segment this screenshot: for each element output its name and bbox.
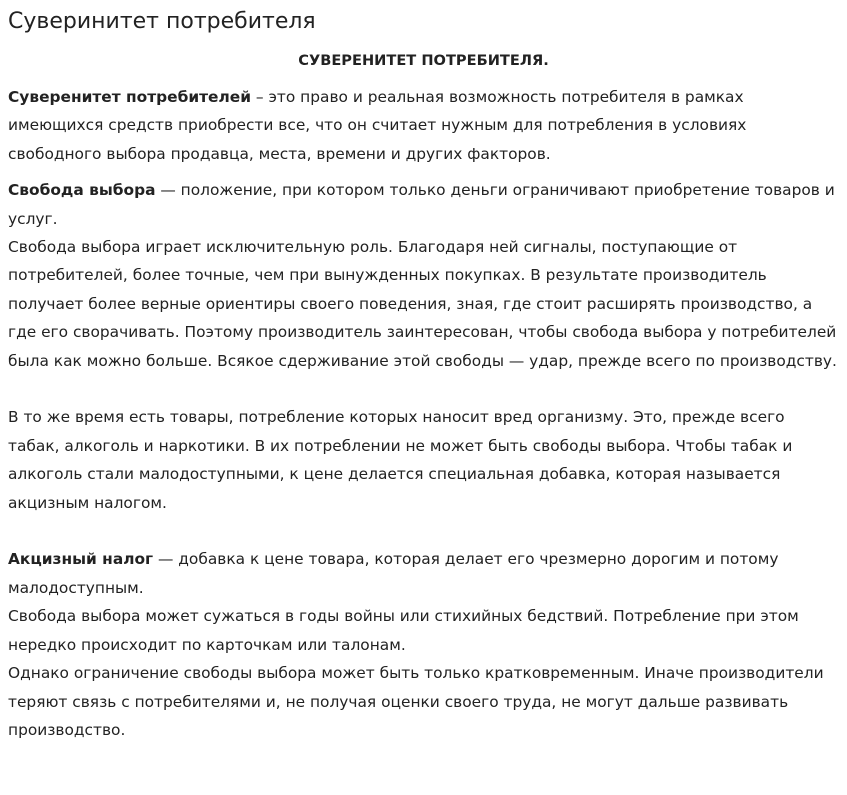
paragraph-role-of-choice: Свобода выбора играет исключительную роль. Благодаря ней сигналы, поступающие от потребителей, более точные, чем при вынужденных покупках. В результате производитель получает более верные ориентиры своего поведения, зная, где стоит расширять производство, а где его сворачивать. Поэтому производитель заинтересован, чтобы свобода выбора у потребителей была как можно больше. Всякое сдерживание этой свободы — удар, прежде всего по производству. [8, 238, 837, 370]
spacer [8, 375, 839, 403]
paragraph-temporary-restriction: Однако ограничение свободы выбора может быть только кратковременным. Иначе производители теряют связь с потребителями и, не получая оценки своего труда, не могут дальше развивать производство. [8, 664, 824, 739]
definition-freedom-of-choice: — положение, при котором только деньги ограничивают приобретение товаров и услуг. [8, 181, 835, 228]
page-title: Суверинитет потребителя [8, 9, 316, 34]
spacer [8, 168, 839, 176]
definition-consumer-sovereignty: – это право и реальная возможность потребителя в рамках имеющихся средств приобрести все, что он считает нужным для потребления в условиях свободного выбора продавца, места, времени и других факторов. [8, 88, 747, 163]
paragraph-freedom-of-choice [8, 176, 839, 233]
paragraph-excise-tax [8, 545, 839, 602]
section-heading: СУВЕРЕНИТЕТ ПОТРЕБИТЕЛЯ. [298, 52, 549, 69]
term-consumer-sovereignty: Суверенитет потребителей [8, 88, 251, 106]
paragraph-war-restrictions: Свобода выбора может сужаться в годы войны или стихийных бедствий. Потребление при этом нередко происходит по карточкам или талонам. [8, 607, 799, 654]
paragraph-harmful-goods: В то же время есть товары, потребление которых наносит вред организму. Это, прежде всего табак, алкоголь и наркотики. В их потреблении не может быть свободы выбора. Чтобы табак и алкоголь стали малодоступными, к цене делается специальная добавка, которая называется акцизным налогом. [8, 408, 793, 512]
term-freedom-of-choice: Свобода выбора [8, 181, 156, 200]
spacer [8, 517, 839, 545]
paragraph-consumer-sovereignty [8, 83, 839, 168]
term-excise-tax: Акцизный налог [8, 550, 154, 569]
definition-excise-tax: — добавка к цене товара, которая делает его чрезмерно дорогим и потому малодоступным. [8, 550, 779, 597]
